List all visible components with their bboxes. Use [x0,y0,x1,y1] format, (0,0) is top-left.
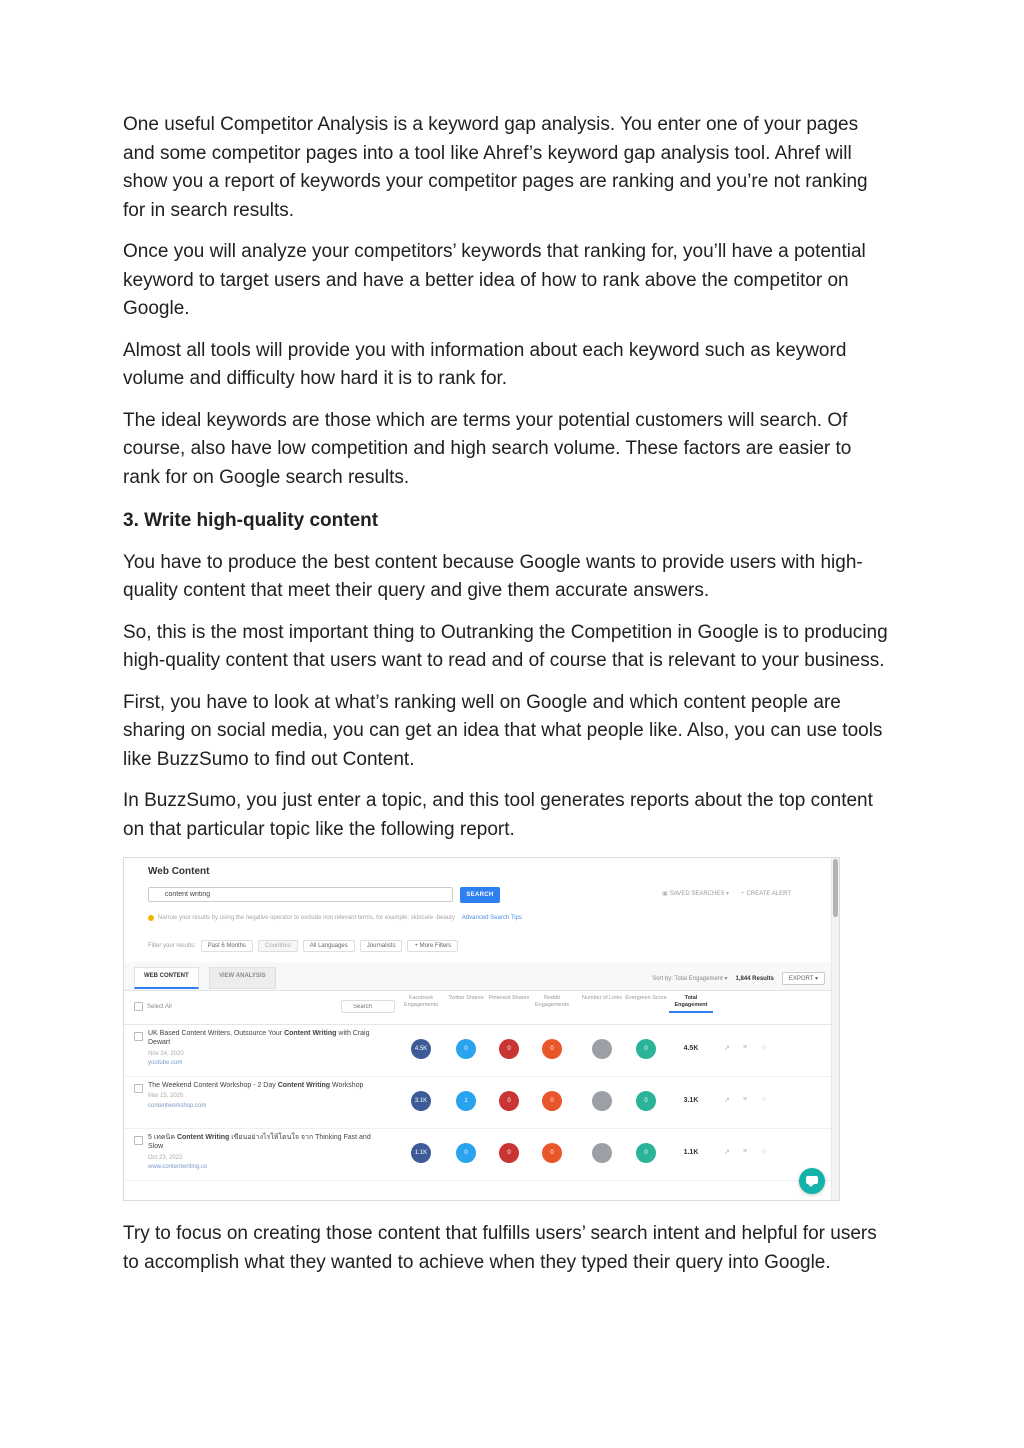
total-engagement-value: 4.5K [683,1045,699,1052]
filter-pill-languages[interactable]: All Languages [303,940,355,952]
paragraph: One useful Competitor Analysis is a keyword gap analysis. You enter one of your pages and some competitor pages into a tool like Ahref’s keyword gap analysis tool. Ahref will show you a report of keywords your competitor pages are ranking and you’re not ranking for in search results. [123,114,868,221]
tab-view-analysis[interactable]: VIEW ANALYSIS [209,967,276,989]
column-header-total-engagement[interactable]: Total Engagement [669,995,713,1013]
result-title-link[interactable]: The Weekend Content Workshop - 2 Day Content Writing Workshop Mar 15, 2020 contentworkshop.com [148,1081,386,1110]
more-options-icon[interactable]: ○ [762,1044,767,1051]
paragraph: The ideal keywords are those which are terms your potential customers will search. Of course, also have low competition and high search volume. These factors are easier to rank for on Google search results. [123,409,852,488]
select-all-control[interactable] [134,1002,172,1011]
search-button[interactable]: SEARCH [460,887,500,903]
filter-pill-countries[interactable]: Countries [258,940,298,952]
plus-icon: + [741,890,745,897]
export-button[interactable]: EXPORT ▾ [782,972,825,985]
vertical-scrollbar[interactable] [831,858,839,1200]
pinterest-metric: 0 [499,1039,519,1059]
scrollbar-thumb[interactable] [833,859,838,917]
reddit-metric: 0 [542,1039,562,1059]
search-tip [148,915,522,921]
pinterest-metric: 0 [499,1143,519,1163]
list-icon[interactable]: ≡ [743,1044,748,1051]
row-checkbox[interactable] [134,1136,143,1145]
bookmark-icon: ▣ [662,891,668,897]
result-domain-link[interactable]: youtube.com [148,1059,183,1066]
facebook-metric: 1.1K [411,1143,431,1163]
row-checkbox[interactable] [134,1032,143,1041]
filter-pill-journalists[interactable]: Journalists [360,940,403,952]
caret-down-icon: ▾ [724,976,728,982]
table-header [124,990,832,1025]
paragraph: Almost all tools will provide you with information about each keyword such as keyword volume and difficulty how hard it is to rank for. [123,339,847,389]
links-metric [592,1091,612,1111]
list-icon[interactable]: ≡ [743,1096,748,1103]
create-alert-button[interactable]: + CREATE ALERT [741,890,791,897]
result-domain-link[interactable]: www.contentwriting.co [148,1163,208,1170]
reddit-metric: 0 [542,1143,562,1163]
table-row [124,1024,832,1077]
buzzsumo-screenshot [123,857,840,1201]
result-date: Nov 24, 2020 [148,1050,184,1057]
search-input[interactable] [148,887,453,902]
tab-bar [124,962,839,991]
section-heading: 3. Write high-quality content [123,510,379,531]
column-header-facebook[interactable]: Facebook Engagements [404,995,438,1009]
filter-bar [148,940,458,952]
result-date: Mar 15, 2020 [148,1093,184,1100]
result-title-link[interactable]: 5 เทคนิค Content Writing เขียนอย่างไรให้โดนใจ จาก Thinking Fast and Slow Oct 23, 2022 www.contentwriting.co [148,1133,386,1171]
share-icon[interactable]: ↗ [724,1097,730,1104]
advanced-search-tips-link[interactable]: Advanced Search Tips [461,915,522,921]
evergreen-metric: 0 [636,1143,656,1163]
column-header-pinterest[interactable]: Pinterest Shares [488,995,530,1001]
list-icon[interactable]: ≡ [743,1148,748,1155]
paragraph: Once you will analyze your competitors’ keywords that ranking for, you’ll have a potential keyword to target users and have a better idea of how to rank above the competitor on Google. [123,241,866,319]
chat-widget-button[interactable] [799,1168,825,1194]
results-count: 1,844 Results [735,975,774,982]
page-title: Web Content [148,866,210,877]
results-toolbar [652,972,825,985]
paragraph: First, you have to look at what’s ranking well on Google and which content people are sharing on social media, you can get an idea that what people like. Also, you can use tools like BuzzSumo to find out Content. [123,691,883,770]
twitter-metric: 0 [456,1143,476,1163]
select-all-checkbox[interactable] [134,1002,143,1011]
filter-pill-date[interactable]: Past 6 Months [201,940,253,952]
more-filters-button[interactable]: + More Filters [407,940,458,952]
chat-bubble-icon [806,1176,818,1184]
row-checkbox[interactable] [134,1084,143,1093]
tip-text: Narrow your results by using the negative operator to exclude non relevant terms, for example: skincare -beauty [158,915,455,921]
lightbulb-icon [148,915,154,921]
twitter-metric: 0 [456,1039,476,1059]
caret-down-icon: ▾ [726,891,730,897]
links-metric [592,1039,612,1059]
links-metric [592,1143,612,1163]
header-actions [662,890,791,897]
pinterest-metric: 0 [499,1091,519,1111]
paragraph: You have to produce the best content because Google wants to provide users with high-quality content that meet their query and give them accurate answers. [123,551,863,601]
paragraph: Try to focus on creating those content that fulfills users’ search intent and helpful for users to accomplish what they wanted to achieve when they typed their query into Google. [123,1223,877,1273]
total-engagement-value: 3.1K [683,1097,699,1104]
reddit-metric: 0 [542,1091,562,1111]
column-header-reddit[interactable]: Reddit Engagements [535,995,569,1009]
caret-down-icon: ▾ [814,976,818,982]
result-title-link[interactable]: UK Based Content Writers, Outsource Your Content Writing with Craig Dewart Nov 24, 2020 youtube.com [148,1029,386,1067]
chat-bubble-tail [808,1184,814,1187]
result-domain-link[interactable]: contentworkshop.com [148,1102,207,1109]
column-header-links[interactable]: Number of Links [581,995,623,1001]
more-options-icon[interactable]: ○ [762,1096,767,1103]
share-icon[interactable]: ↗ [724,1149,730,1156]
filter-label: Filter your results: [148,943,196,949]
document-content [123,111,893,1290]
more-options-icon[interactable]: ○ [762,1148,767,1155]
results-search-input[interactable] [341,1000,395,1013]
tab-web-content[interactable]: WEB CONTENT [134,967,199,989]
saved-searches-button[interactable]: ▣ SAVED SEARCHES ▾ [662,891,730,897]
twitter-metric: 1 [456,1091,476,1111]
table-row [124,1128,832,1181]
select-all-label: Select All [147,1003,172,1010]
evergreen-metric: 0 [636,1039,656,1059]
paragraph: So, this is the most important thing to Outranking the Competition in Google is to producing high-quality content that users want to read and of course that is relevant to your business. [123,621,888,671]
paragraph: In BuzzSumo, you just enter a topic, and this tool generates reports about the top content on that particular topic like the following report. [123,790,873,840]
column-header-evergreen[interactable]: Evergreen Score [625,995,667,1001]
column-header-twitter[interactable]: Twitter Shares [448,995,484,1001]
evergreen-metric: 0 [636,1091,656,1111]
facebook-metric: 4.5K [411,1039,431,1059]
result-date: Oct 23, 2022 [148,1154,183,1161]
table-row [124,1076,832,1129]
total-engagement-value: 1.1K [683,1149,699,1156]
facebook-metric: 3.1K [411,1091,431,1111]
sort-by-dropdown[interactable]: Sort by: Total Engagement ▾ [652,976,728,982]
share-icon[interactable]: ↗ [724,1045,730,1052]
